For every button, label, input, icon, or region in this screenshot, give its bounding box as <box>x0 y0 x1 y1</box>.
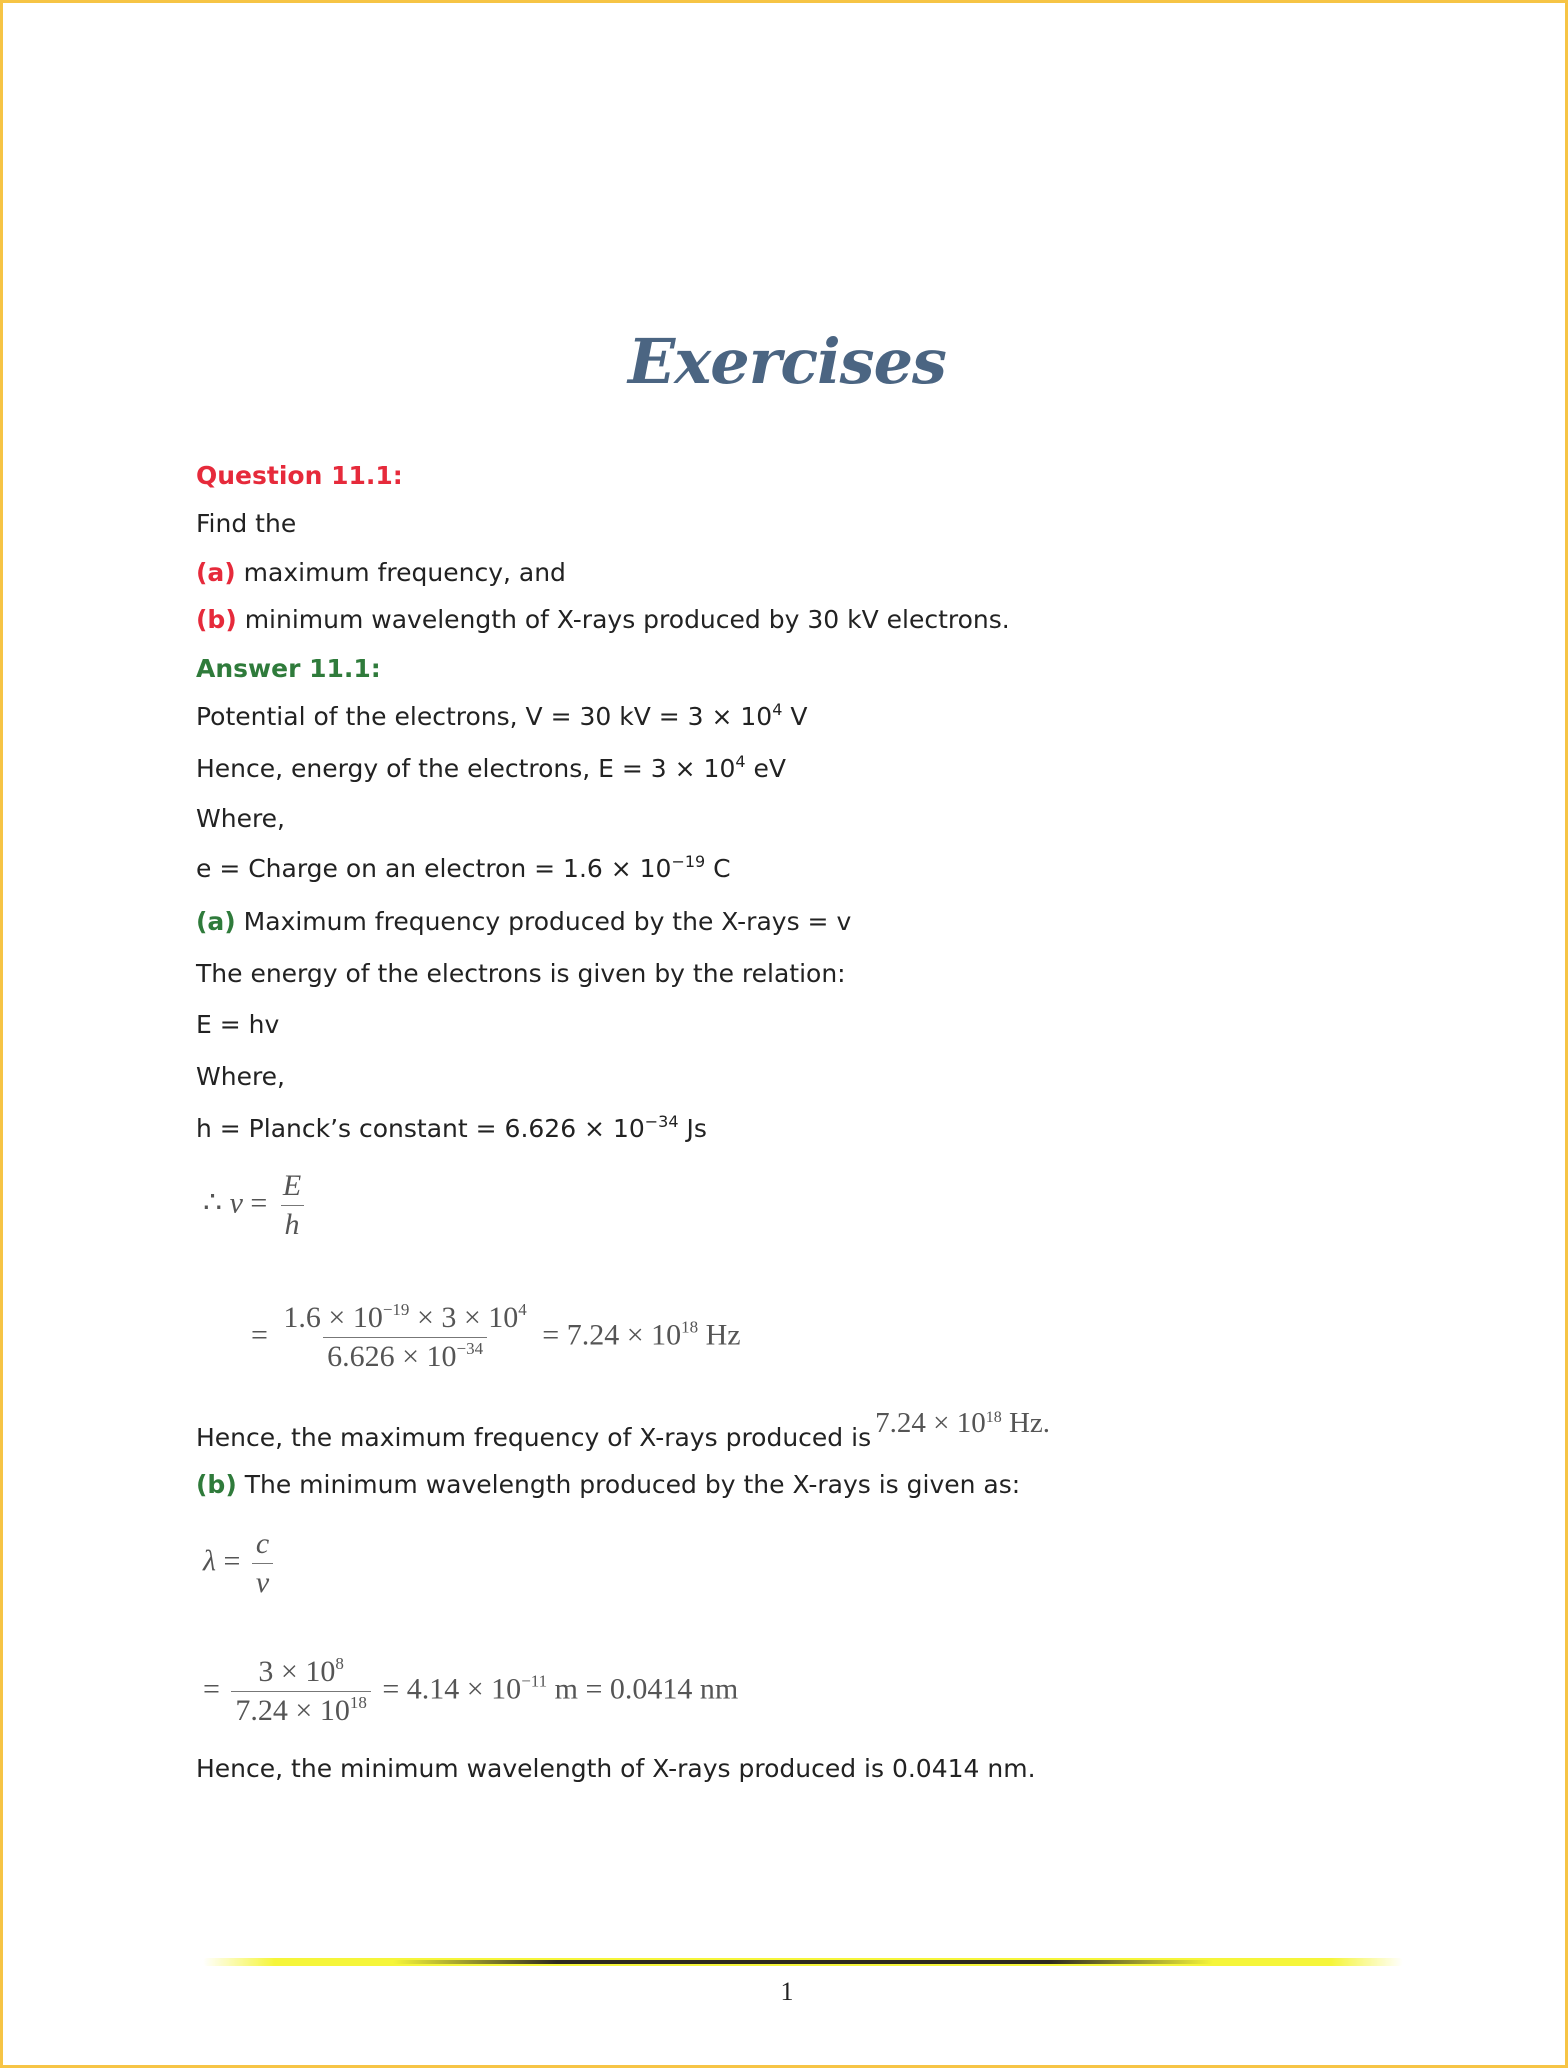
answer-part-b-text: The minimum wavelength produced by the X-rays is given as: <box>236 1470 1021 1499</box>
answer-part-b-label: (b) <box>196 1470 237 1499</box>
fraction-lambda-calc <box>231 1655 370 1728</box>
page-title: Exercises <box>628 325 946 398</box>
answer-part-b <box>196 1470 1020 1500</box>
charge-unit: C <box>705 854 731 883</box>
denominator <box>323 1337 487 1374</box>
planck-text: h = Planck’s constant = 6.626 × 10 <box>196 1114 645 1143</box>
equation-nu-calculation <box>251 1301 741 1374</box>
energy-exponent: 4 <box>735 752 746 771</box>
therefore-symbol: ∴ <box>203 1186 223 1220</box>
den-term: 6.626 × 10 <box>327 1340 457 1373</box>
conclusion-math <box>875 1407 1050 1439</box>
equation-nu-definition <box>203 1169 309 1242</box>
footer-divider <box>203 1958 1403 1966</box>
denominator: ν <box>252 1563 273 1600</box>
fraction-nu-calc <box>279 1301 530 1374</box>
part-a-label: (a) <box>196 558 236 587</box>
num-term: 3 × 10 <box>258 1655 336 1688</box>
potential-exponent: 4 <box>772 700 783 719</box>
nu-symbol: ν <box>229 1186 243 1220</box>
den-term: 7.24 × 10 <box>235 1694 350 1727</box>
e-hv-line: E = hv <box>196 1010 280 1039</box>
charge-line <box>196 854 731 884</box>
charge-text: e = Charge on an electron = 1.6 × 10 <box>196 854 672 883</box>
potential-line <box>196 702 807 732</box>
equals-sign: = <box>203 1672 220 1706</box>
fraction-c-over-nu <box>252 1527 273 1600</box>
den-exp: 18 <box>349 1693 367 1712</box>
lambda-symbol: λ <box>203 1544 216 1578</box>
result-unit: m = 0.0414 nm <box>547 1672 739 1706</box>
answer-part-a <box>196 907 851 937</box>
conclusion-unit: Hz. <box>1001 1407 1051 1439</box>
result-value: = 4.14 × 10 <box>382 1672 522 1706</box>
potential-unit: V <box>782 702 808 731</box>
planck-exponent: −34 <box>644 1112 679 1131</box>
relation-line: The energy of the electrons is given by the relation: <box>196 959 846 988</box>
planck-unit: Js <box>678 1114 707 1143</box>
numerator: c <box>255 1527 270 1560</box>
equals-sign: = <box>250 1186 268 1220</box>
numerator <box>254 1655 347 1691</box>
answer-part-a-label: (a) <box>196 907 236 936</box>
part-b-label: (b) <box>196 605 237 634</box>
num-term-b: × 3 × 10 <box>409 1301 519 1334</box>
equation-lambda-calculation <box>203 1655 738 1728</box>
denominator: h <box>281 1205 304 1242</box>
energy-line <box>196 754 786 784</box>
num-exp: 8 <box>335 1654 344 1673</box>
question-heading: Question 11.1: <box>196 461 403 490</box>
num-term-a: 1.6 × 10 <box>283 1301 383 1334</box>
planck-line <box>196 1114 707 1144</box>
where-line-1: Where, <box>196 804 286 833</box>
numerator <box>279 1301 530 1337</box>
answer-part-a-text: Maximum frequency produced by the X-rays = v <box>235 907 852 936</box>
result-exponent: 18 <box>681 1317 699 1337</box>
footer-divider-core <box>393 1960 1213 1964</box>
denominator <box>231 1691 370 1728</box>
result-value: = 7.24 × 10 <box>542 1318 682 1352</box>
question-part-b <box>196 605 1010 635</box>
energy-text: Hence, energy of the electrons, E = 3 × 10 <box>196 754 736 783</box>
num-exp-b: 4 <box>518 1300 527 1319</box>
fraction-e-over-h <box>279 1169 305 1242</box>
answer-heading: Answer 11.1: <box>196 654 381 683</box>
potential-text: Potential of the electrons, V = 30 kV = 3 × 10 <box>196 702 773 731</box>
result-unit: Hz <box>698 1318 741 1352</box>
question-intro: Find the <box>196 509 297 538</box>
max-frequency-conclusion <box>196 1407 1051 1453</box>
part-b-text: minimum wavelength of X-rays produced by 30 kV electrons. <box>236 605 1010 634</box>
equals-sign: = <box>223 1544 241 1578</box>
numerator: E <box>282 1169 302 1202</box>
where-line-2: Where, <box>196 1062 286 1091</box>
page-number: 1 <box>780 1977 794 2006</box>
den-exp: −34 <box>456 1339 484 1358</box>
conclusion-exponent: 18 <box>985 1409 1002 1426</box>
equation-lambda-definition <box>203 1527 277 1600</box>
min-wavelength-conclusion: Hence, the minimum wavelength of X-rays produced is 0.0414 nm. <box>196 1754 1036 1783</box>
part-a-text: maximum frequency, and <box>235 558 566 587</box>
result-exponent: −11 <box>521 1671 548 1691</box>
charge-exponent: −19 <box>671 852 706 871</box>
num-exp-a: −19 <box>382 1300 410 1319</box>
energy-unit: eV <box>745 754 786 783</box>
question-part-a <box>196 558 566 588</box>
equals-sign: = <box>251 1318 268 1352</box>
conclusion-value: 7.24 × 10 <box>875 1407 986 1439</box>
conclusion-text: Hence, the maximum frequency of X-rays produced is <box>196 1423 872 1452</box>
